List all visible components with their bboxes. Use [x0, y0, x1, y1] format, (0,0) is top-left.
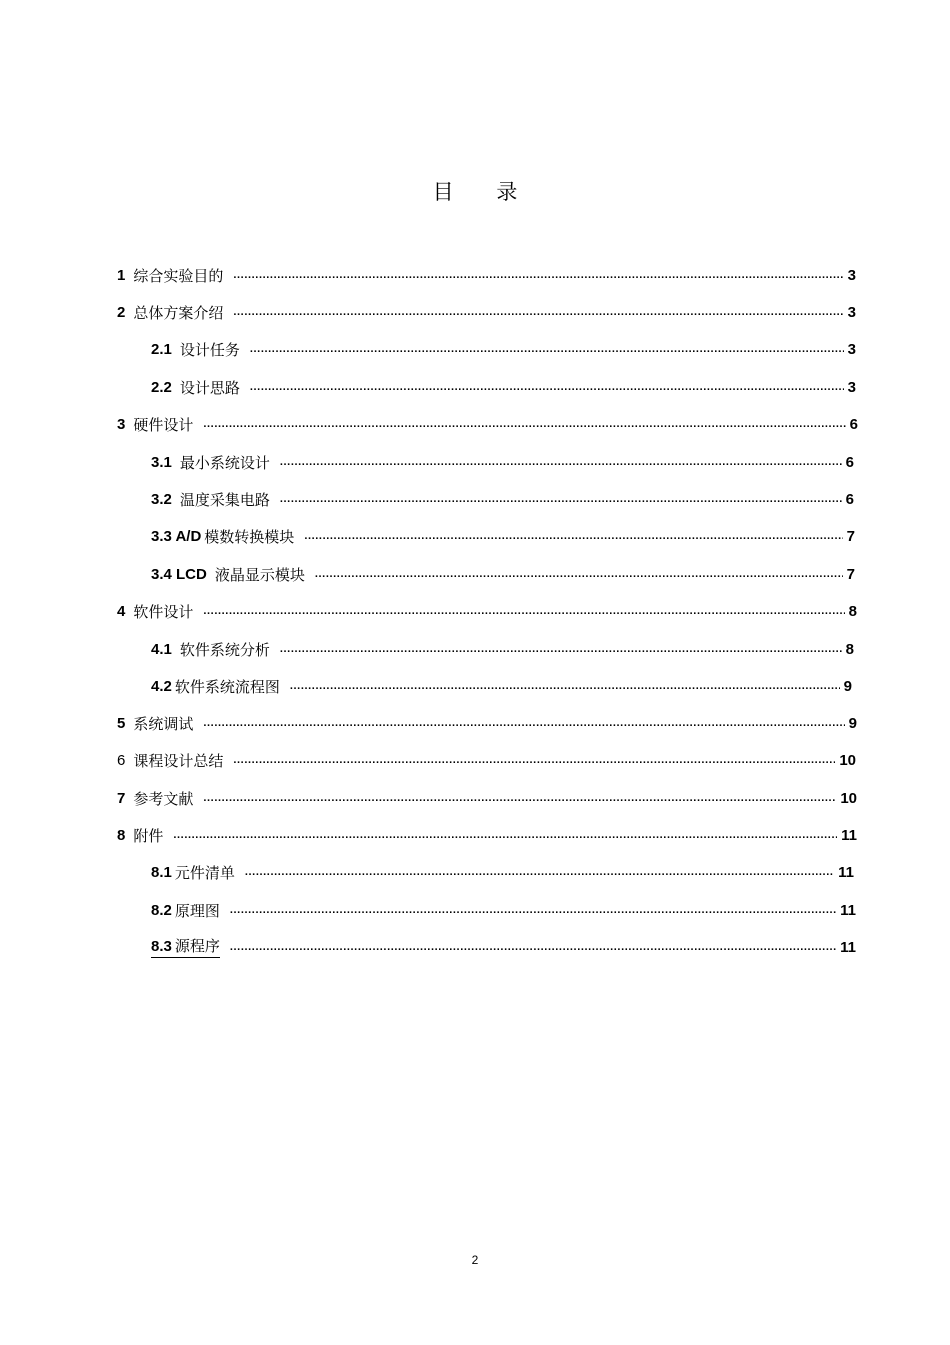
toc-entry-label: 系统调试 [133, 715, 194, 733]
toc-leader-dots [173, 826, 837, 846]
toc-entry-4[interactable] [117, 598, 857, 622]
toc-leader-dots [230, 938, 836, 958]
toc-leader-dots [230, 901, 836, 921]
toc-leader-dots [203, 789, 836, 809]
toc-leader-dots [233, 266, 843, 286]
toc-entry-8-2[interactable] [151, 897, 856, 921]
toc-entry-3-3[interactable] [151, 523, 855, 547]
toc-entry-label: 元件清单 [174, 864, 235, 882]
toc-entry-page: 8 [848, 603, 857, 620]
toc-entry-page: 6 [845, 454, 854, 471]
toc-entry-page: 10 [840, 790, 857, 807]
toc-leader-dots [203, 415, 845, 435]
toc-entry-number: 8.2 [151, 902, 172, 919]
toc-entry-5[interactable] [117, 710, 857, 734]
toc-entry-number: 1 [117, 267, 126, 284]
toc-entry-number: 6 [117, 752, 126, 769]
toc-entry-number: 7 [117, 790, 126, 807]
toc-entry-1[interactable] [117, 262, 856, 286]
toc-entry-number: 8 [117, 827, 126, 844]
toc-leader-dots [250, 340, 844, 360]
toc-entry-3[interactable] [117, 411, 858, 435]
toc-leader-dots [280, 640, 842, 660]
toc-entry-number: 3.1 [151, 454, 172, 471]
toc-entry-label: 软件系统分析 [179, 641, 270, 659]
toc-entry-number: 4.1 [151, 641, 172, 658]
toc-entry-2-1[interactable] [151, 336, 856, 360]
toc-entry-8-3[interactable] [151, 934, 856, 958]
toc-leader-dots [304, 527, 842, 547]
toc-entry-label: 硬件设计 [133, 416, 194, 434]
toc-entry-label: 设计思路 [179, 379, 240, 397]
toc-entry-3-1[interactable] [151, 449, 854, 473]
toc-entry-label: 软件系统流程图 [174, 678, 280, 696]
toc-entry-page: 11 [840, 902, 856, 919]
toc-entry-label: 总体方案介绍 [133, 304, 224, 322]
toc-entry-2-2[interactable] [151, 374, 856, 398]
toc-entry-number: 2 [117, 304, 126, 321]
toc-entry-number: 8.3 [151, 938, 172, 955]
toc-entry-number: 5 [117, 715, 126, 732]
toc-entry-page: 3 [847, 267, 856, 284]
toc-entry-label: 综合实验目的 [133, 267, 224, 285]
toc-entry-page: 6 [849, 416, 858, 433]
toc-leader-dots [233, 303, 843, 323]
toc-entry-6[interactable] [117, 747, 856, 771]
toc-entry-label: 温度采集电路 [179, 491, 270, 509]
toc-entry-number: 4 [117, 603, 126, 620]
toc-entry-label: 原理图 [174, 902, 220, 920]
toc-entry-8[interactable] [117, 822, 857, 846]
toc-entry-number: 3.2 [151, 491, 172, 508]
toc-entry-label: 设计任务 [179, 341, 240, 359]
toc-entry-page: 11 [840, 939, 856, 956]
page-number: 2 [471, 1253, 479, 1267]
toc-entry-2[interactable] [117, 299, 856, 323]
toc-entry-label: 最小系统设计 [179, 454, 270, 472]
toc-entry-page: 7 [846, 528, 855, 545]
toc-entry-label: 附件 [133, 827, 164, 845]
toc-leader-dots [245, 863, 834, 883]
toc-entry-page: 8 [845, 641, 854, 658]
toc-leader-dots [250, 378, 844, 398]
toc-entry-page: 3 [847, 379, 856, 396]
toc-entry-number: 3 [117, 416, 126, 433]
toc-entry-number: 2.2 [151, 379, 172, 396]
toc-leader-dots [315, 565, 843, 585]
toc-entry-label: 模数转换模块 [204, 528, 295, 546]
toc-entry-label: 液晶显示模块 [214, 566, 305, 584]
toc-entry-number: 3.4 LCD [151, 566, 207, 583]
toc-entry-page: 11 [841, 827, 857, 844]
toc-entry-label: 参考文献 [133, 790, 194, 808]
toc-leader-dots [203, 714, 844, 734]
toc-leader-dots [233, 751, 835, 771]
toc-leader-dots [280, 453, 842, 473]
toc-entry-number: 8.1 [151, 864, 172, 881]
toc-entry-3-4[interactable] [151, 561, 855, 585]
toc-entry-link[interactable] [151, 936, 220, 958]
toc-entry-page: 9 [843, 678, 852, 695]
toc-entry-7[interactable] [117, 785, 857, 809]
toc-entry-page: 11 [838, 864, 854, 881]
toc-entry-label: 课程设计总结 [133, 752, 224, 770]
toc-entry-page: 3 [847, 304, 856, 321]
toc-entry-8-1[interactable] [151, 859, 854, 883]
toc-entry-number: 4.2 [151, 678, 172, 695]
toc-entry-page: 10 [839, 752, 856, 769]
toc-leader-dots [203, 602, 844, 622]
toc-leader-dots [290, 677, 840, 697]
toc-entry-number: 2.1 [151, 341, 172, 358]
page-title: 目 录 [432, 180, 536, 204]
toc-entry-page: 6 [845, 491, 854, 508]
toc-entry-page: 3 [847, 341, 856, 358]
toc-entry-4-1[interactable] [151, 636, 854, 660]
toc-entry-number: 3.3 A/D [151, 528, 202, 545]
toc-entry-page: 9 [848, 715, 857, 732]
toc-entry-label: 源程序 [174, 937, 220, 955]
toc-entry-4-2[interactable] [151, 673, 852, 697]
toc-entry-label: 软件设计 [133, 603, 194, 621]
toc-entry-3-2[interactable] [151, 486, 854, 510]
toc-entry-page: 7 [846, 566, 855, 583]
toc-leader-dots [280, 490, 842, 510]
